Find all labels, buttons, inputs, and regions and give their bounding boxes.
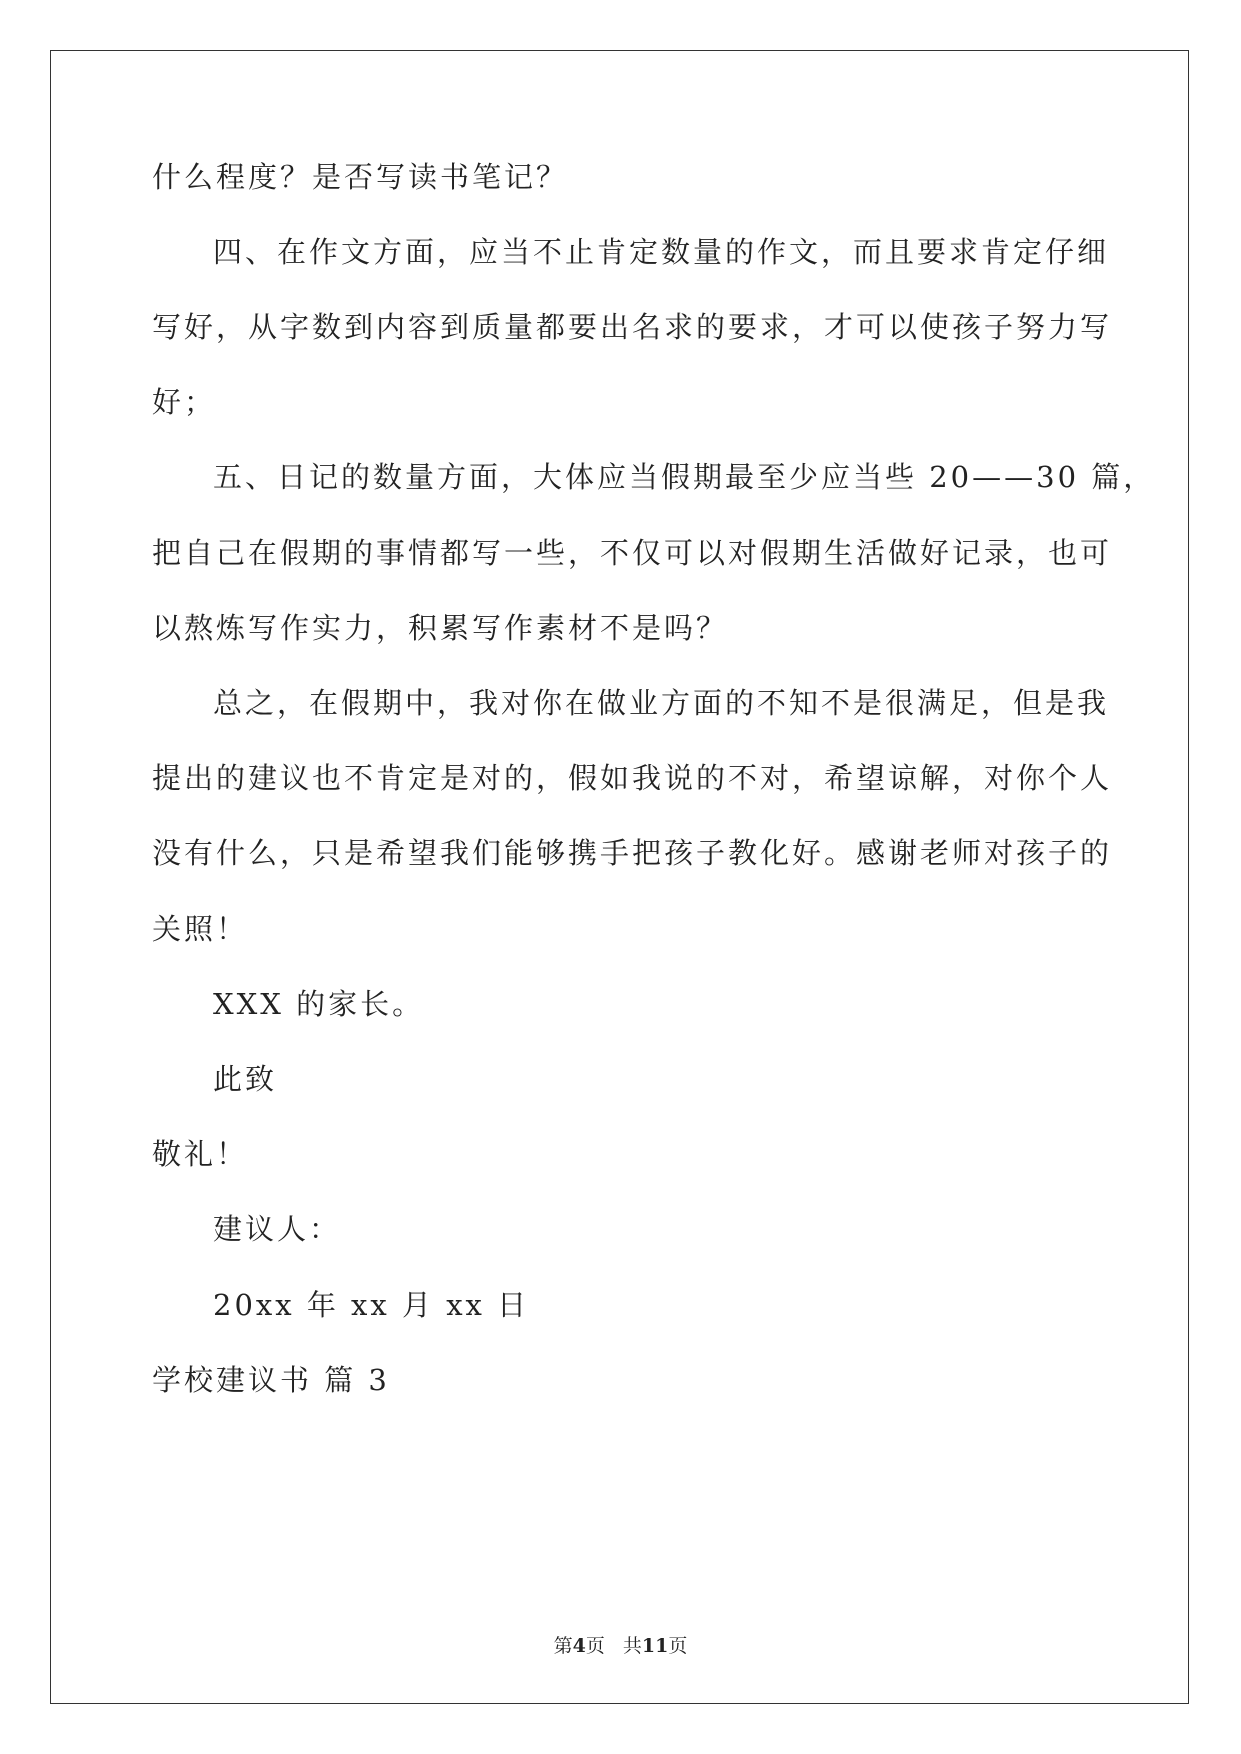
text-line: 五、日记的数量方面，大体应当假期最至少应当些 20——30 篇， [213, 460, 1156, 494]
signature-parent: XXX 的家长。 [213, 987, 425, 1021]
text-line: 提出的建议也不肯定是对的，假如我说的不对，希望谅解，对你个人 [152, 761, 1113, 795]
text-line: 四、在作文方面，应当不止肯定数量的作文，而且要求肯定仔细 [213, 235, 1110, 269]
text-line: 好； [152, 385, 217, 419]
page-prefix: 第 [553, 1635, 573, 1657]
proposer-label: 建议人： [213, 1212, 342, 1246]
closing-salute: 敬礼！ [152, 1137, 249, 1171]
page-border [50, 50, 1189, 1704]
text-line: 没有什么，只是希望我们能够携手把孩子教化好。感谢老师对孩子的 [152, 836, 1113, 870]
closing-phrase: 此致 [213, 1062, 278, 1096]
text-line: 把自己在假期的事情都写一些，不仅可以对假期生活做好记录，也可 [152, 536, 1113, 570]
section-heading: 学校建议书 篇 3 [152, 1363, 390, 1397]
text-line: 什么程度？是否写读书笔记？ [152, 160, 569, 194]
text-line: 总之，在假期中，我对你在做业方面的不知不是很满足，但是我 [213, 686, 1110, 720]
text-line: 以熬炼写作实力，积累写作素材不是吗？ [152, 611, 729, 645]
text-line: 关照！ [152, 912, 249, 946]
total-suffix: 页 [668, 1635, 688, 1657]
page-footer [0, 1634, 1241, 1658]
page-number: 4 [572, 1635, 586, 1657]
total-pages: 11 [641, 1635, 669, 1657]
text-line: 写好，从字数到内容到质量都要出名求的要求，才可以使孩子努力写 [152, 310, 1113, 344]
page-suffix: 页 [585, 1635, 605, 1657]
total-prefix: 共 [622, 1635, 642, 1657]
date-line: 20xx 年 xx 月 xx 日 [213, 1288, 530, 1322]
